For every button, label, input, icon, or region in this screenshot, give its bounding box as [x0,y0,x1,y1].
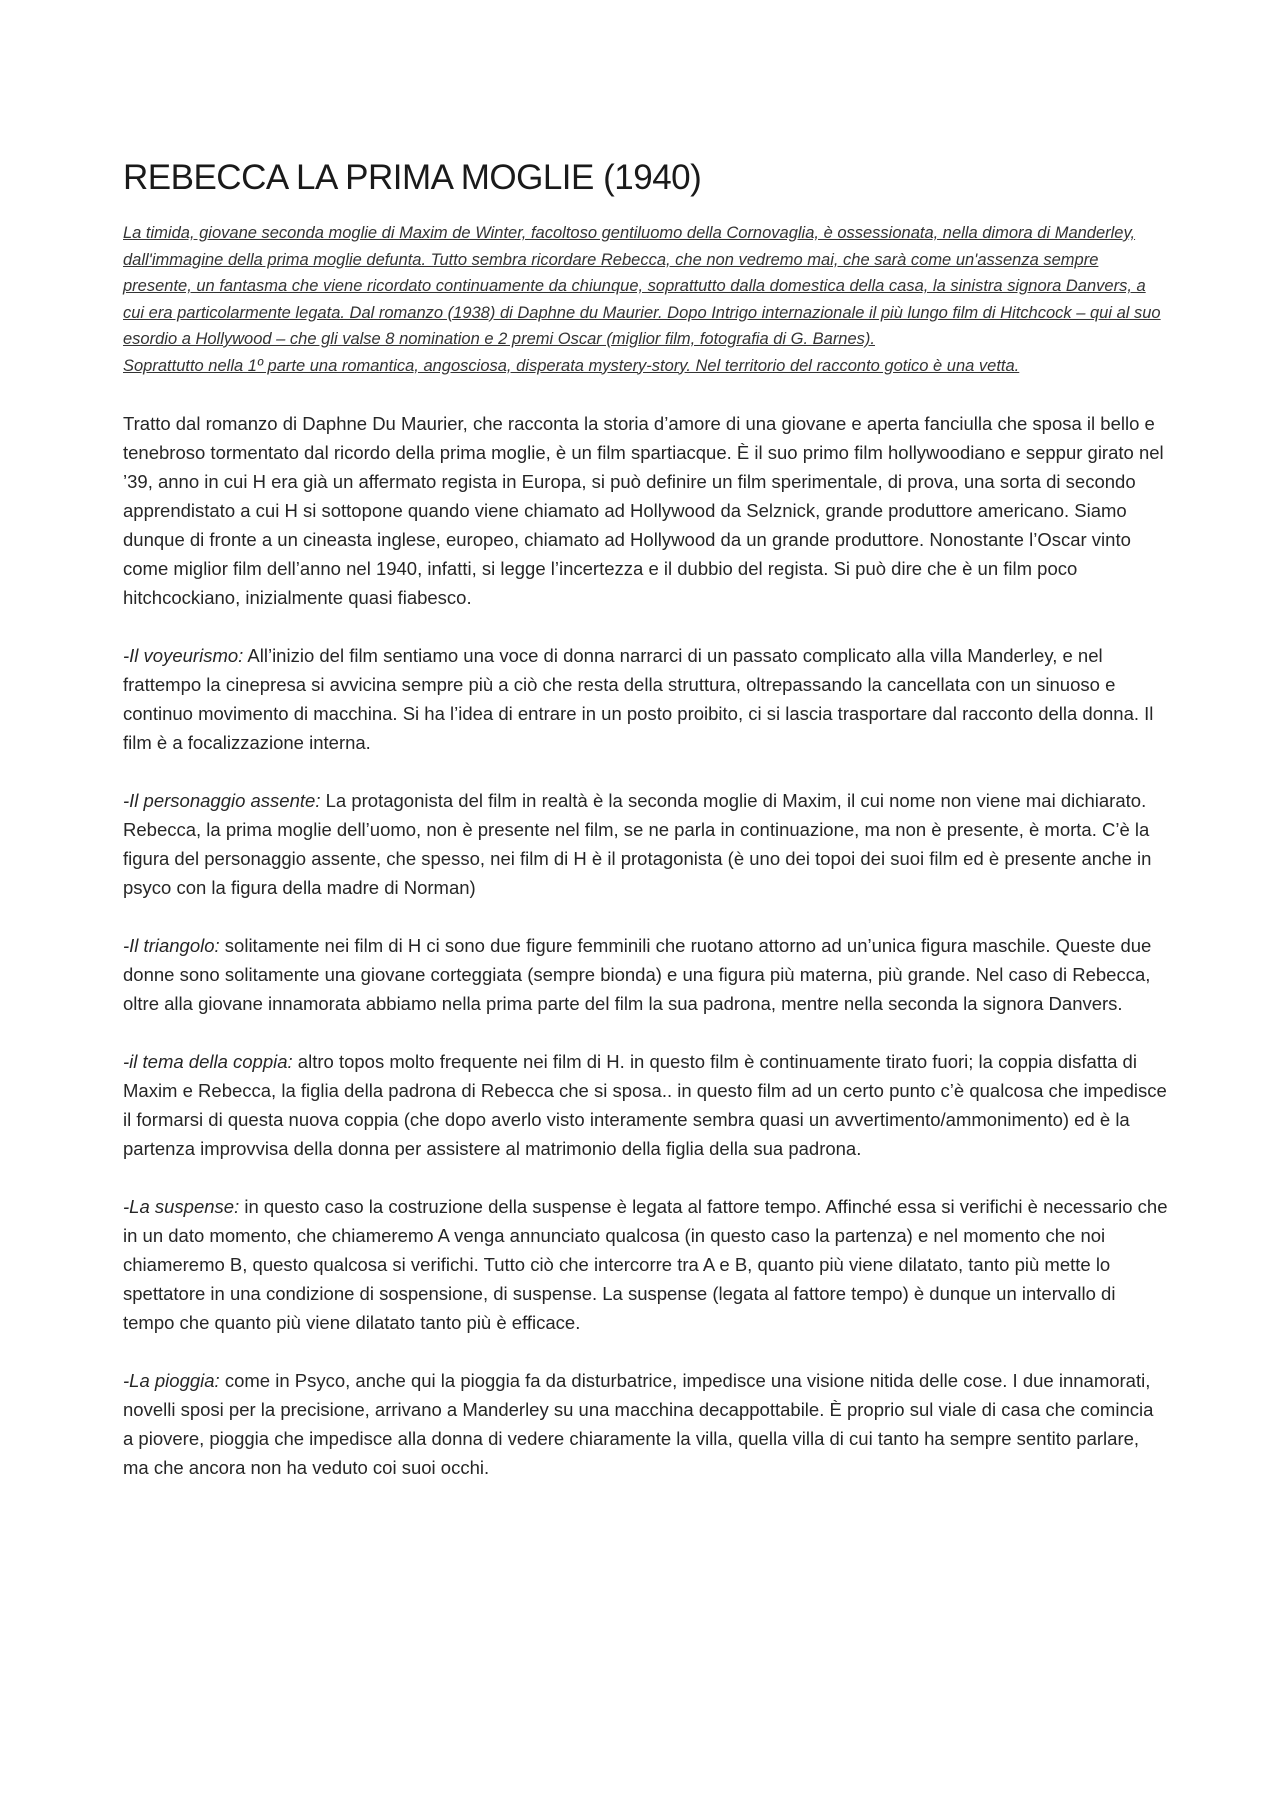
section-text: La protagonista del film in realtà è la seconda moglie di Maxim, il cui nome non viene mai dichiarato. Rebecca, la prima moglie dell’uomo, non è presente nel film, se ne parla in continuazione, ma non è presente, è morta. C’è la figura del personaggio assente, che spesso, nei film di H è il protagonista (è uno dei topoi dei suoi film ed è presente anche in psyco con la figura della madre di Norman) [123,790,1152,898]
abstract-block [123,220,1168,379]
abstract-paragraph: Soprattutto nella 1º parte una romantica, angosciosa, disperata mystery-story. Nel territorio del racconto gotico è una vetta. [123,356,1020,375]
body-text [123,409,1168,1482]
section-suspense [123,1192,1168,1337]
section-triangolo [123,931,1168,1018]
section-tema-coppia [123,1047,1168,1163]
abstract-paragraph: La timida, giovane seconda moglie di Maxim de Winter, facoltoso gentiluomo della Cornovaglia, è ossessionata, nella dimora di Manderley, dall'immagine della prima moglie defunta. Tutto sembra ricordare Rebecca, che non vedremo mai, che sarà come un'assenza sempre presente, un fantasma che viene ricordato continuamente da chiunque, soprattutto dalla domestica della casa, la sinistra signora Danvers, a cui era particolarmente legata. Dal romanzo (1938) di Daphne du Maurier. Dopo Intrigo internazionale il più lungo film di Hitchcock – qui al suo esordio a Hollywood – che gli valse 8 nomination e 2 premi Oscar (miglior film, fotografia di G. Barnes). [123,224,1161,348]
section-text: All’inizio del film sentiamo una voce di donna narrarci di un passato complicato alla villa Manderley, e nel frattempo la cinepresa si avvicina sempre più a ciò che resta della struttura, oltrepassando la cancellata con un sinuoso e continuo movimento di macchina. Si ha l’idea di entrare in un posto proibito, ci si lascia trasportare dal racconto della donna. Il film è a focalizzazione interna. [123,645,1154,753]
section-label: -Il voyeurismo: [123,645,244,666]
section-pioggia [123,1366,1168,1482]
section-label: -La pioggia: [123,1370,220,1391]
section-voyeurismo [123,641,1168,757]
section-text: altro topos molto frequente nei film di H. in questo film è continuamente tirato fuori; la coppia disfatta di Maxim e Rebecca, la figlia della padrona di Rebecca che si sposa.. in questo film ad un certo punto c’è qualcosa che impedisce il formarsi di questa nuova coppia (che dopo averlo visto interamente sembra quasi un avvertimento/ammonimento) ed è la partenza improvvisa della donna per assistere al matrimonio della figlia della sua padrona. [123,1051,1167,1159]
intro-paragraph: Tratto dal romanzo di Daphne Du Maurier, che racconta la storia d’amore di una giovane e aperta fanciulla che sposa il bello e tenebroso tormentato dal ricordo della prima moglie, è un film spartiacque. È il suo primo film hollywoodiano e seppur girato nel ’39, anno in cui H era già un affermato regista in Europa, si può definire un film sperimentale, di prova, una sorta di secondo apprendistato a cui H si sottopone quando viene chiamato ad Hollywood da Selznick, grande produttore americano. Siamo dunque di fronte a un cineasta inglese, europeo, chiamato ad Hollywood da un grande produttore. Nonostante l’Oscar vinto come miglior film dell’anno nel 1940, infatti, si legge l’incertezza e il dubbio del regista. Si può dire che è un film poco hitchcockiano, inizialmente quasi fiabesco. [123,413,1164,608]
section-label: -il tema della coppia: [123,1051,293,1072]
section-label: -La suspense: [123,1196,240,1217]
section-text: come in Psyco, anche qui la pioggia fa da disturbatrice, impedisce una visione nitida delle cose. I due innamorati, novelli sposi per la precisione, arrivano a Manderley su una macchina decappottabile. È proprio sul viale di casa che comincia a piovere, pioggia che impedisce alla donna di vedere chiaramente la villa, quella villa di cui tanto ha sempre sentito parlare, ma che ancora non ha veduto coi suoi occhi. [123,1370,1154,1478]
section-label: -Il personaggio assente: [123,790,321,811]
section-label: -Il triangolo: [123,935,220,956]
section-text: in questo caso la costruzione della suspense è legata al fattore tempo. Affinché essa si verifichi è necessario che in un dato momento, che chiameremo A venga annunciato qualcosa (in questo caso la partenza) e nel momento che noi chiameremo B, questo qualcosa si verifichi. Tutto ciò che intercorre tra A e B, quanto più viene dilatato, tanto più mette lo spettatore in una condizione di sospensione, di suspense. La suspense (legata al fattore tempo) è dunque un intervallo di tempo che quanto più viene dilatato tanto più è efficace. [123,1196,1168,1333]
document-title: REBECCA LA PRIMA MOGLIE (1940) [123,158,702,197]
document-page [123,158,1168,1511]
section-text: solitamente nei film di H ci sono due figure femminili che ruotano attorno ad un’unica figura maschile. Queste due donne sono solitamente una giovane corteggiata (sempre bionda) e una figura più materna, più grande. Nel caso di Rebecca, oltre alla giovane innamorata abbiamo nella prima parte del film la sua padrona, mentre nella seconda la signora Danvers. [123,935,1152,1014]
section-personaggio-assente [123,786,1168,902]
